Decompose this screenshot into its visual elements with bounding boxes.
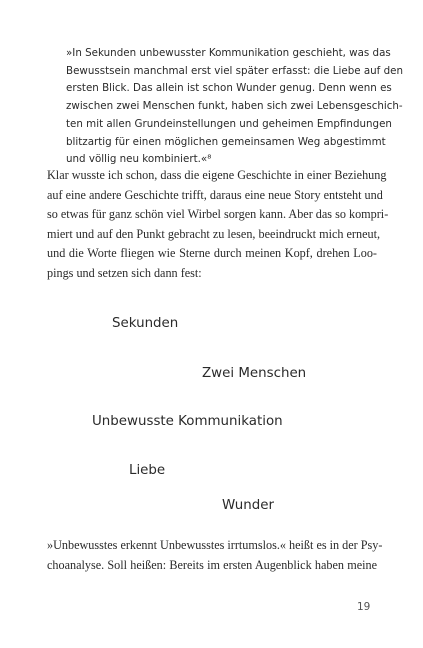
quote-line: ten mit allen Grundeinstellungen und geheimen Empfindungen <box>66 117 392 130</box>
paragraph-1 <box>47 166 389 284</box>
quote-line: zwischen zwei Menschen funkt, haben sich zwei Lebensgeschich- <box>66 100 403 113</box>
paragraph-2 <box>47 536 383 575</box>
paragraph-line: Klar wusste ich schon, dass die eigene Geschichte in einer Beziehung <box>47 168 387 182</box>
floating-word-zwei-menschen: Zwei Menschen <box>202 366 307 381</box>
paragraph-line: so etwas für ganz schön viel Wirbel sorgen kann. Aber das so kompri- <box>47 207 389 222</box>
quote-line: Bewusstsein manchmal erst viel später erfasst: die Liebe auf den <box>66 64 403 77</box>
quote-line: blitzartig für einen möglichen gemeinsamen Weg abgestimmt <box>66 135 386 148</box>
page-number: 19 <box>357 601 371 613</box>
quote-line: ersten Blick. Das allein ist schon Wunder genug. Denn wenn es <box>66 82 392 95</box>
paragraph-line: »Unbewusstes erkennt Unbewusstes irrtumslos.« heißt es in der Psy- <box>47 538 383 552</box>
paragraph-line: und die Worte fliegen wie Sterne durch meinen Kopf, drehen Loo- <box>47 246 377 261</box>
paragraph-line: miert und auf den Punkt gebracht zu lesen, beeindruckt mich erneut, <box>47 226 381 241</box>
paragraph-line: auf eine andere Geschichte trifft, daraus eine neue Story entsteht und <box>47 187 383 202</box>
floating-word-liebe: Liebe <box>129 463 166 478</box>
quote-line: und völlig neu kombiniert.«⁸ <box>66 153 212 166</box>
paragraph-line: pings und setzen sich dann fest: <box>47 265 202 280</box>
quote-line: »In Sekunden unbewusster Kommunikation geschieht, was das <box>66 47 391 59</box>
floating-word-unbewusste-kommunikation: Unbewusste Kommunikation <box>92 414 283 429</box>
floating-word-sekunden: Sekunden <box>112 316 179 331</box>
paragraph-line: choanalyse. Soll heißen: Bereits im ersten Augenblick haben meine <box>47 557 377 572</box>
floating-word-wunder: Wunder <box>222 498 274 513</box>
block-quote <box>66 45 403 169</box>
